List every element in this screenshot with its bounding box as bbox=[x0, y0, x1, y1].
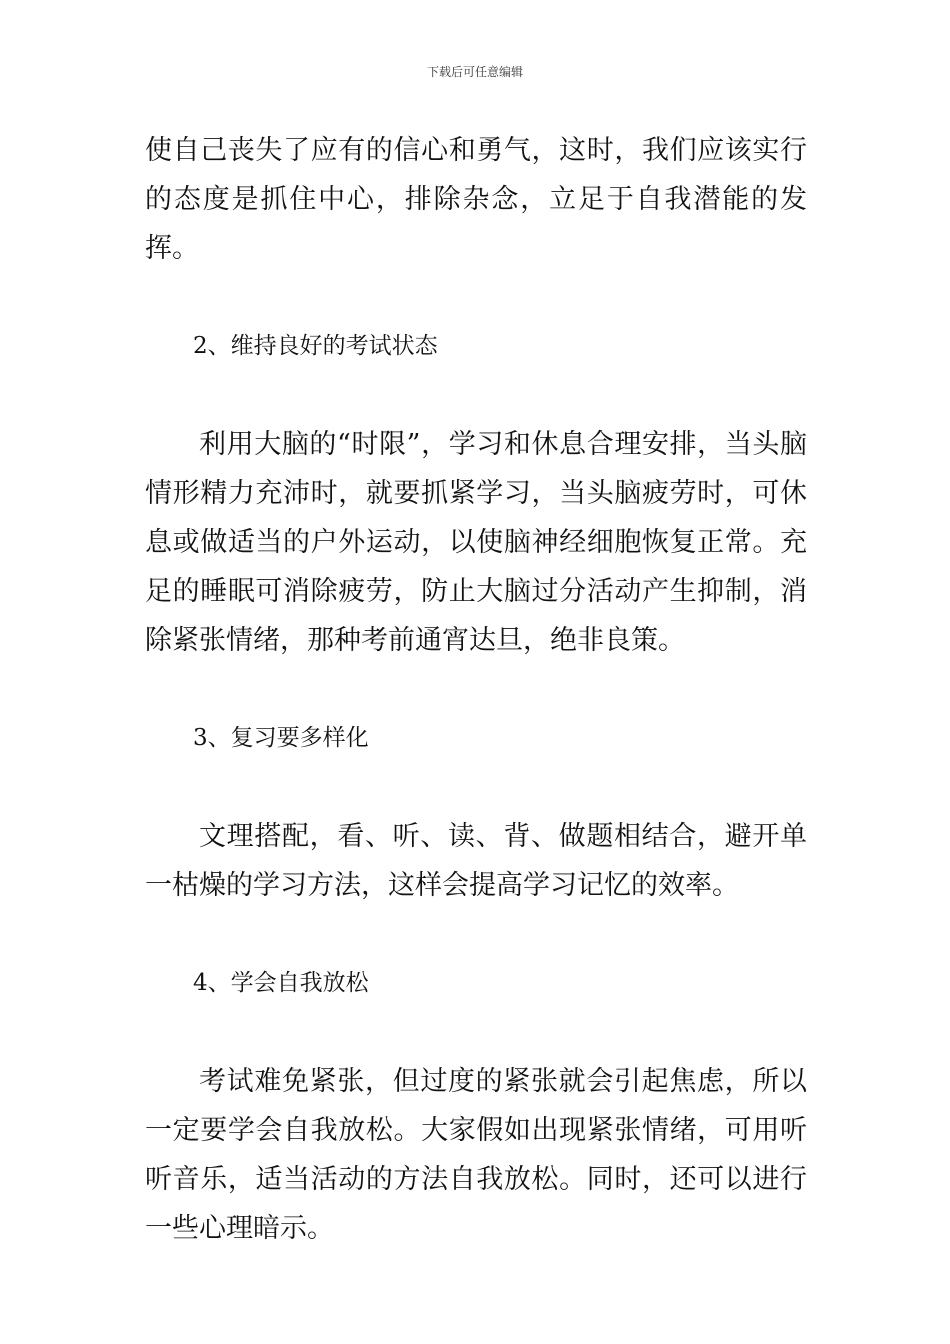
paragraph-relaxation: 考试难免紧张，但过度的紧张就会引起焦虑，所以一定要学会自我放松。大家假如出现紧张情绪，可用听听音乐，适当活动的方法自我放松。同时，还可以进行一些心理暗示。 bbox=[145, 1066, 807, 1244]
paragraph-spacer bbox=[145, 371, 807, 420]
paragraph-varied-review: 文理搭配，看、听、读、背、做题相结合，避开单一枯燥的学习方法，这样会提高学习记忆的效率。 bbox=[145, 821, 807, 901]
page-header-note: 下载后可任意编辑 bbox=[426, 65, 523, 79]
paragraph-spacer bbox=[145, 763, 807, 812]
section-heading-3: 3、复习要多样化 bbox=[193, 725, 369, 751]
paragraph-spacer bbox=[145, 1008, 807, 1057]
paragraph-continued: 使自己丧失了应有的信心和勇气，这时，我们应该实行的态度是抓住中心，排除杂念，立足于自我潜能的发挥。 bbox=[145, 135, 807, 264]
section-heading-4: 4、学会自我放松 bbox=[193, 970, 369, 996]
document-body bbox=[145, 126, 807, 1253]
paragraph-spacer bbox=[145, 665, 807, 714]
paragraph-spacer bbox=[145, 910, 807, 959]
section-heading-2: 2、维持良好的考试状态 bbox=[193, 333, 438, 359]
paragraph-rest-schedule: 利用大脑的“时限”，学习和休息合理安排，当头脑情形精力充沛时，就要抓紧学习，当头脑疲劳时，可休息或做适当的户外运动，以使脑神经细胞恢复正常。充足的睡眠可消除疲劳，防止大脑过分活动产生抑制，消除紧张情绪，那种考前通宵达旦，绝非良策。 bbox=[145, 429, 807, 656]
paragraph-spacer bbox=[145, 273, 807, 322]
